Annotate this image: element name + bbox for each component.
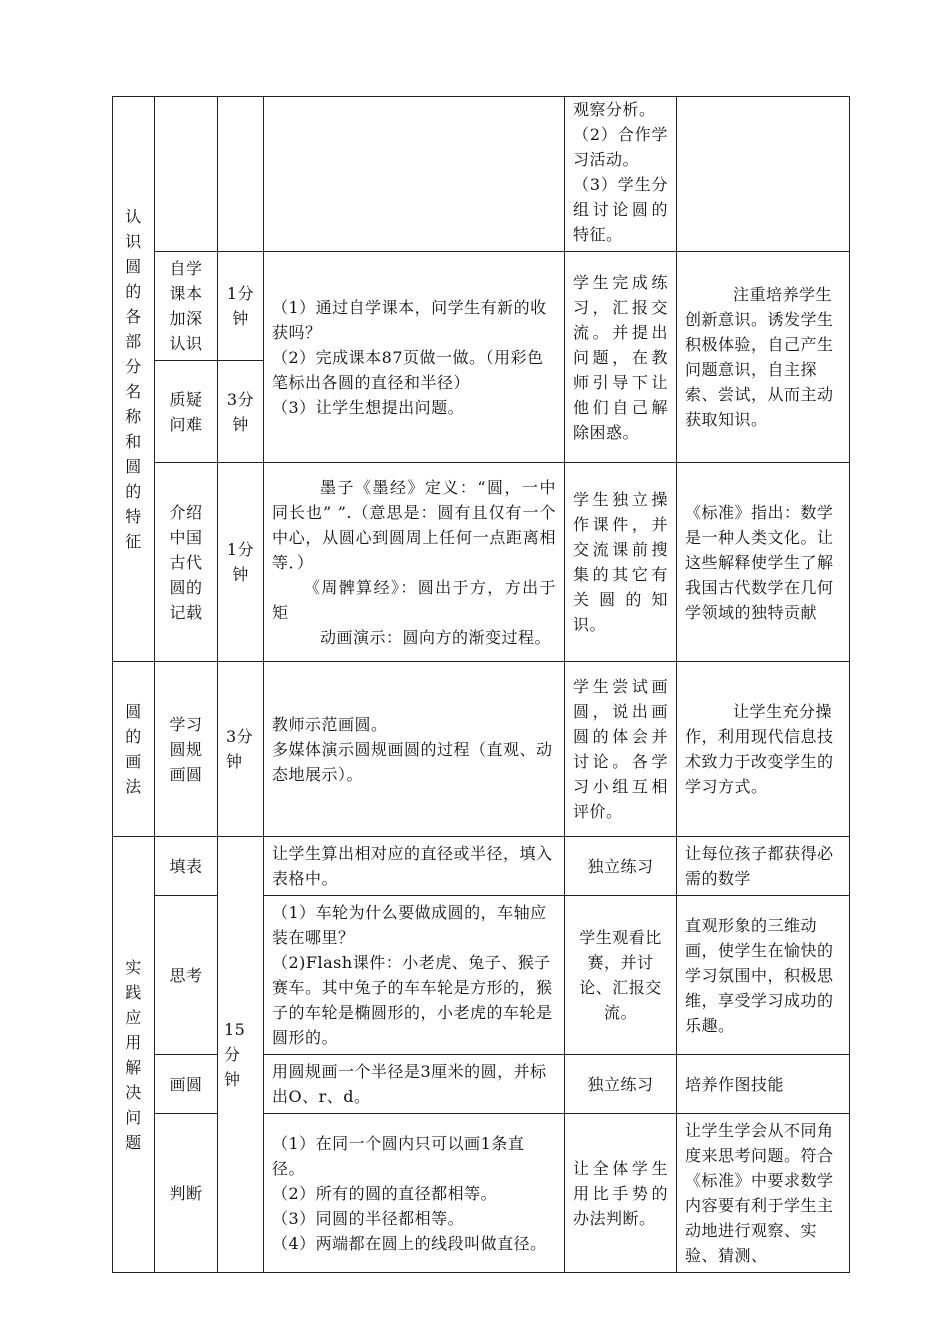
step-cell: 自学课本加深认识 — [155, 252, 218, 361]
content-cell: （1）在同一个圆内只可以画1条直径。 （2）所有的圆的直径都相等。 （3）同圆的半径都相等。 （4）两端都在圆上的线段叫做直径。 — [264, 1114, 565, 1273]
time-cell: 15分钟 — [218, 837, 264, 1273]
section-label: 实践应用解决问题 — [113, 837, 155, 1273]
step-cell: 介绍中国古代圆的记载 — [155, 463, 218, 662]
table-row — [113, 252, 850, 361]
student-activity-cell: 学生独立操作课件，并交流课前搜集的其它有关圆的知识。 — [565, 463, 677, 662]
time-cell: 3分钟 — [218, 662, 264, 837]
content-cell: （1）通过自学课本，问学生有新的收获吗？ （2）完成课本87页做一做。（用彩色笔标出各圆的直径和半径） （3）让学生想提出问题。 — [264, 252, 565, 463]
student-activity-cell: 独立练习 — [565, 837, 677, 896]
intent-cell — [677, 97, 850, 252]
time-cell: 1分钟 — [218, 463, 264, 662]
table-row — [113, 662, 850, 837]
intent-cell: 让学生充分操作，利用现代信息技术致力于改变学生的学习方式。 — [677, 662, 850, 837]
intent-cell: 直观形象的三维动画，使学生在愉快的学习氛围中，积极思维，享受学习成功的乐趣。 — [677, 896, 850, 1055]
step-cell: 学习圆规画圆 — [155, 662, 218, 837]
student-activity-cell: 学生观看比赛，并讨论、汇报交流。 — [565, 896, 677, 1055]
step-cell: 判断 — [155, 1114, 218, 1273]
step-cell: 填表 — [155, 837, 218, 896]
content-cell: （1）车轮为什么要做成圆的，车轴应装在哪里？ （2)Flash课件：小老虎、兔子、猴子赛车。其中兔子的车车轮是方形的，猴子的车轮是椭圆形的，小老虎的车轮是圆形的。 — [264, 896, 565, 1055]
table-row — [113, 463, 850, 662]
time-cell: 3分钟 — [218, 361, 264, 463]
time-cell — [218, 97, 264, 252]
student-activity-cell: 观察分析。 （2）合作学习活动。 （3）学生分组讨论圆的特征。 — [565, 97, 677, 252]
intent-cell: 注重培养学生创新意识。诱发学生积极体验，自己产生问题意识，自主探索、尝试，从而主动获取知识。 — [677, 252, 850, 463]
intent-cell: 让学生学会从不同角度来思考问题。符合《标准》中要求数学内容要有利于学生主动地进行观察、实验、猜测、 — [677, 1114, 850, 1273]
step-cell: 质疑问难 — [155, 361, 218, 463]
step-cell: 思考 — [155, 896, 218, 1055]
student-activity-cell: 学生尝试画圆，说出画圆的体会并讨论。各学习小组互相评价。 — [565, 662, 677, 837]
table-row — [113, 97, 850, 252]
content-cell: 墨子《墨经》定义：“圆，一中同长也” ”.（意思是：圆有且仅有一个中心，从圆心到圆周上任何一点距离相等．） 《周髀算经》：圆出于方，方出于矩 动画演示：圆向方的渐变过程。 — [264, 463, 565, 662]
student-activity-cell: 让全体学生用比手势的办法判断。 — [565, 1114, 677, 1273]
content-cell: 用圆规画一个半径是3厘米的圆，并标出O、r、d。 — [264, 1055, 565, 1114]
step-cell: 画圆 — [155, 1055, 218, 1114]
section-label: 圆的画法 — [113, 662, 155, 837]
intent-cell: 培养作图技能 — [677, 1055, 850, 1114]
intent-cell: 让每位孩子都获得必需的数学 — [677, 837, 850, 896]
content-cell: 教师示范画圆。 多媒体演示圆规画圆的过程（直观、动态地展示）。 — [264, 662, 565, 837]
lesson-plan-table — [112, 96, 850, 1273]
content-cell: 让学生算出相对应的直径或半径，填入表格中。 — [264, 837, 565, 896]
section-label: 认识圆的各部分名称和圆的特征 — [113, 97, 155, 662]
table-row — [113, 837, 850, 896]
student-activity-cell: 独立练习 — [565, 1055, 677, 1114]
intent-cell: 《标准》指出：数学是一种人类文化。让这些解释使学生了解我国古代数学在几何学领域的独特贡献 — [677, 463, 850, 662]
time-cell: 1分钟 — [218, 252, 264, 361]
student-activity-cell: 学生完成练习，汇报交流。并提出问题，在教师引导下让他们自己解除困惑。 — [565, 252, 677, 463]
step-cell — [155, 97, 218, 252]
content-cell — [264, 97, 565, 252]
